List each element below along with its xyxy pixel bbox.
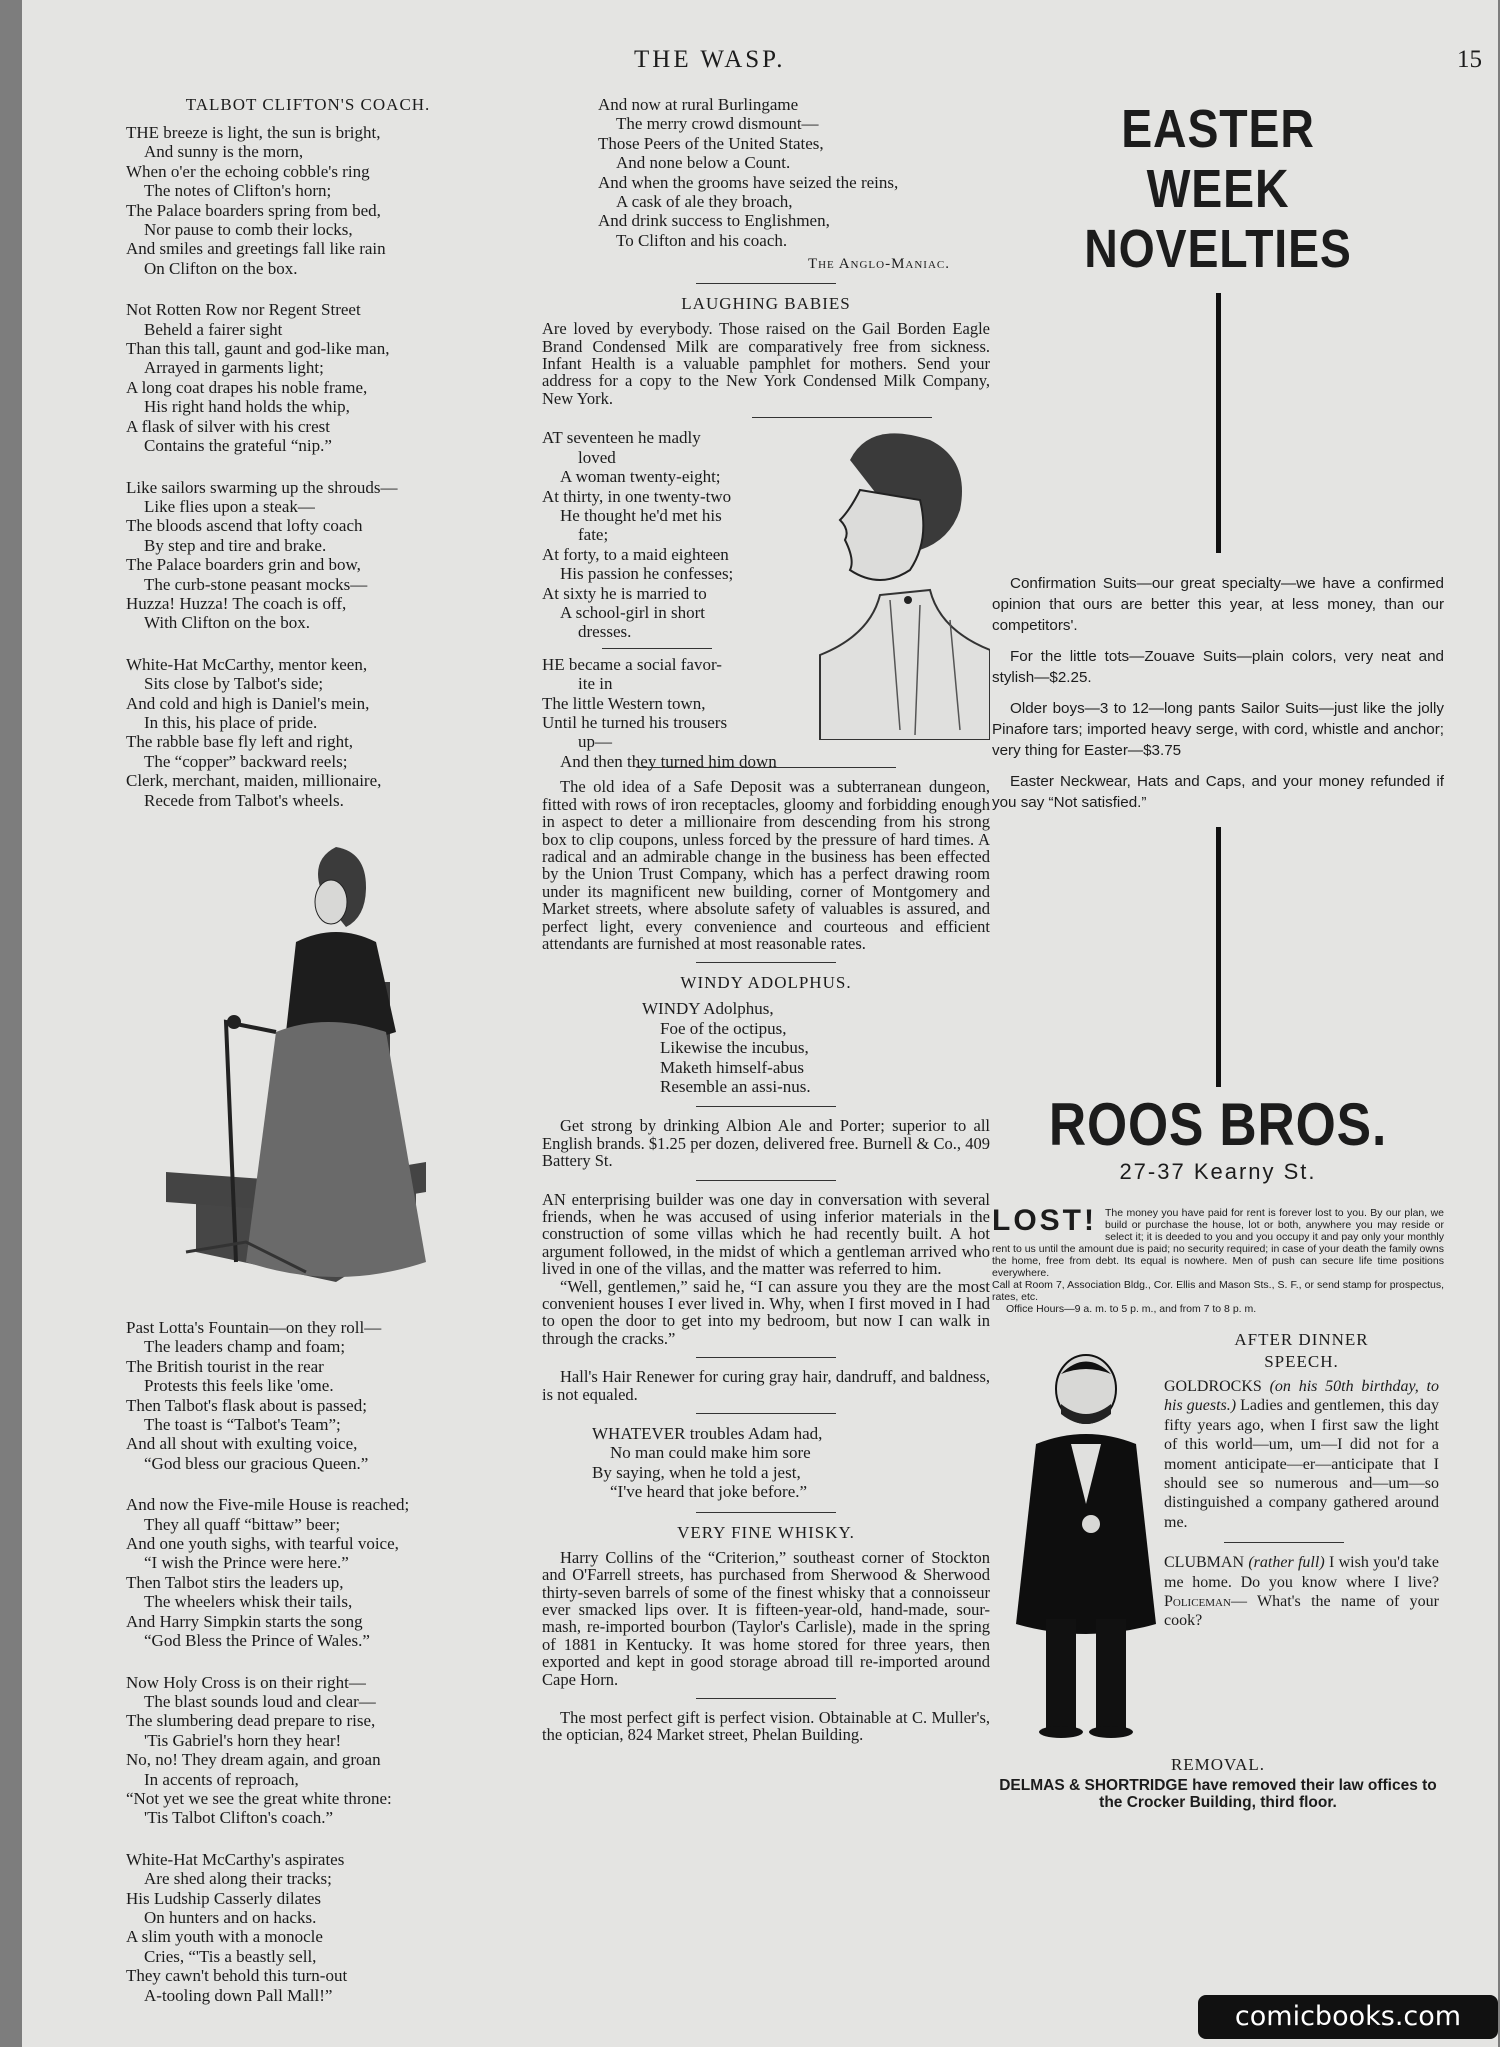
column-right bbox=[992, 95, 1444, 1812]
builder-anecdote-punchline: “Well, gentlemen,” said he, “I can assure you they are the most convenient houses I ever lived in. Why, when I first moved in I had to open the door to get into my bedroom, but now I can walk in through the cracks.” bbox=[542, 1276, 990, 1348]
poem-line: Until he turned his trousers bbox=[542, 712, 728, 732]
poem-line: “God Bless the Prince of Wales.” bbox=[144, 1631, 370, 1651]
poem-line: Likewise the incubus, bbox=[660, 1038, 809, 1058]
poem-line: A flask of silver with his crest bbox=[126, 416, 330, 436]
poem-line: And smiles and greetings fall like rain bbox=[126, 239, 386, 259]
poem-line: Then Talbot stirs the leaders up, bbox=[126, 1572, 344, 1592]
poem-line: At thirty, in one twenty-two bbox=[542, 486, 732, 506]
poem-line: The Palace boarders spring from bed, bbox=[126, 200, 381, 220]
poem-line: And all shout with exulting voice, bbox=[126, 1434, 358, 1454]
poem-stanza bbox=[126, 1495, 490, 1650]
poem-line: 'Tis Talbot Clifton's coach.” bbox=[144, 1808, 334, 1828]
poem-line: Contains the grateful “nip.” bbox=[144, 436, 332, 456]
removal-title: REMOVAL. bbox=[1170, 1755, 1266, 1774]
poem-line: And when the grooms have seized the reins, bbox=[598, 172, 899, 192]
poem-line: His Ludship Casserly dilates bbox=[126, 1888, 322, 1908]
divider bbox=[602, 648, 712, 649]
poem-line: And one youth sighs, with tearful voice, bbox=[126, 1534, 399, 1554]
divider bbox=[1224, 1542, 1344, 1543]
magazine-page bbox=[22, 0, 1498, 2047]
poem-stanza bbox=[126, 123, 490, 278]
divider bbox=[696, 1357, 836, 1358]
neckwear-text: Easter Neckwear, Hats and Caps, and your money refunded if you say “Not satisfied.” bbox=[992, 773, 1444, 811]
poem-line: And Harry Simpkin starts the song bbox=[126, 1611, 363, 1631]
removal-text: DELMAS & SHORTRIDGE have removed their law offices to the Crocker Building, third floor. bbox=[999, 1777, 1437, 1812]
poem-line: The merry crowd dismount— bbox=[616, 114, 819, 134]
poem-line: The toast is “Talbot's Team”; bbox=[144, 1415, 341, 1435]
laughing-babies-title: LAUGHING BABIES bbox=[681, 294, 851, 314]
poem-line: No man could make him sore bbox=[610, 1443, 811, 1463]
roos-bros-name: ROOS BROS. bbox=[1048, 1091, 1388, 1158]
clubman-dialogue bbox=[1164, 1553, 1439, 1631]
lost-ad-text: The money you have paid for rent is forever lost to you. By our plan, we build or purchase the house, lot or both, anywhere you may reside or select it; it is deeded to you and you occupy it and pay only your monthly rent to us until the amount due is paid; no security required; in case of your death the family owns the home, free from debt. Its equal is nowhere. Men of push can secure life time positions everywhere. bbox=[992, 1207, 1444, 1279]
poem-talbot-ending bbox=[542, 95, 990, 250]
poem-line: 'Tis Gabriel's horn they hear! bbox=[144, 1730, 342, 1750]
adam-verse bbox=[542, 1424, 990, 1502]
poem-line: When o'er the echoing cobble's ring bbox=[126, 161, 370, 181]
poem-line: “I wish the Prince were here.” bbox=[144, 1553, 349, 1573]
speech-title-line: AFTER DINNER bbox=[1234, 1330, 1369, 1349]
woman-profile-illustration bbox=[800, 420, 990, 740]
divider bbox=[696, 1698, 836, 1699]
poem-line: In this, his place of pride. bbox=[144, 712, 318, 732]
policeman-text: — What's the name of your cook? bbox=[1164, 1593, 1439, 1630]
poem-line: Sits close by Talbot's side; bbox=[144, 674, 324, 694]
seventeen-verse-block bbox=[542, 428, 990, 771]
windy-adolphus-title: WINDY ADOLPHUS. bbox=[680, 973, 852, 993]
poem-line: Foe of the octipus, bbox=[660, 1018, 787, 1038]
social-favorite-verse bbox=[542, 655, 792, 771]
poem-line: up— bbox=[578, 732, 612, 752]
poem-stanza bbox=[126, 1850, 490, 2005]
clubman-text: I wish you'd take me home. Do you know where I live? bbox=[1164, 1554, 1440, 1591]
poem-line: Huzza! Huzza! The coach is off, bbox=[126, 593, 347, 613]
poem-signature: The Anglo-Maniac. bbox=[807, 256, 950, 273]
whisky-text: Harry Collins of the “Criterion,” southeast corner of Stockton and O'Farrell streets, has purchased from Sherwood & Sherwood thirty-seven barrels of some of the finest whisky that a connoisseur ever smacked lips over. It is fifteen-year-old, hand-made, sour-mash, re-imported bourbon (Taylor's Carlisle), made in the spring of 1881 in Kentucky. It was home stored for three years, then exported and kept in good storage abroad till re-imported around Cape Horn. bbox=[542, 1547, 990, 1689]
poem-line: A slim youth with a monocle bbox=[126, 1927, 323, 1947]
divider bbox=[696, 1413, 836, 1414]
divider bbox=[696, 283, 836, 284]
halls-hair-renewer-text: Hall's Hair Renewer for curing gray hair, dandruff, and baldness, is not equaled. bbox=[542, 1367, 990, 1404]
poem-line: AT seventeen he madly bbox=[542, 428, 701, 448]
speech-text-block bbox=[1164, 1329, 1439, 1631]
speech-title-line: SPEECH. bbox=[1264, 1352, 1339, 1371]
poem-line: loved bbox=[578, 447, 616, 467]
poem-talbot-part2 bbox=[126, 1318, 490, 2005]
divider bbox=[696, 1512, 836, 1513]
roos-bros-address: 27-37 Kearny St. bbox=[1119, 1159, 1317, 1184]
poem-stanza bbox=[126, 1318, 490, 1473]
poem-line: To Clifton and his coach. bbox=[616, 230, 788, 250]
zouave-suits-text: For the little tots—Zouave Suits—plain colors, very neat and stylish—$2.25. bbox=[992, 648, 1444, 686]
poem-line: The rabble base fly left and right, bbox=[126, 732, 354, 752]
poem-line: A cask of ale they broach, bbox=[616, 192, 793, 212]
poem-line: fate; bbox=[578, 525, 609, 545]
policeman-name: Policeman bbox=[1164, 1593, 1231, 1611]
poem-line: The leaders champ and foam; bbox=[144, 1337, 346, 1357]
lost-ad-hours: Office Hours—9 a. m. to 5 p. m., and from 7 to 8 p. m. bbox=[1006, 1303, 1257, 1315]
goldrocks-illustration bbox=[1006, 1349, 1166, 1739]
poem-stanza bbox=[126, 300, 490, 455]
poem-line: And sunny is the morn, bbox=[144, 142, 304, 162]
poem-line: And none below a Count. bbox=[616, 153, 791, 173]
poem-line: Arrayed in garments light; bbox=[144, 358, 324, 378]
column-left bbox=[126, 95, 490, 2027]
poem-line: The blast sounds loud and clear— bbox=[144, 1691, 376, 1711]
poem-line: “Not yet we see the great white throne: bbox=[126, 1788, 392, 1808]
poem-line: A school-girl in short bbox=[560, 602, 705, 622]
poem-line: Clerk, merchant, maiden, millionaire, bbox=[126, 771, 382, 791]
goldrocks-name: GOLDROCKS bbox=[1164, 1378, 1262, 1395]
poem-line: And then they turned him down bbox=[560, 751, 777, 771]
divider bbox=[696, 962, 836, 963]
goldrocks-speech-text: Ladies and gentlemen, this day fifty years ago, when I first saw the light of this world—um, um—I did not for a moment anticipate—er—anticipate that I should see so numerous and—um—so distinguished a company gathered around me. bbox=[1164, 1397, 1440, 1531]
lost-ad bbox=[992, 1204, 1444, 1315]
seventeen-verse bbox=[542, 428, 792, 641]
confirmation-suits-text: Confirmation Suits—our great specialty—we have a confirmed opinion that ours are better this year, at less money, than our competitors'. bbox=[992, 575, 1444, 634]
poem-line: The bloods ascend that lofty coach bbox=[126, 516, 363, 536]
poem-line: The curb-stone peasant mocks— bbox=[144, 574, 368, 594]
poem-line: The British tourist in the rear bbox=[126, 1356, 324, 1376]
poem-line: Protests this feels like 'ome. bbox=[144, 1376, 334, 1396]
poem-stanza bbox=[126, 478, 490, 633]
poem-line: THE breeze is light, the sun is bright, bbox=[126, 123, 381, 142]
poem-line: The “copper” backward reels; bbox=[144, 751, 348, 771]
laughing-babies-text: Are loved by everybody. Those raised on the Gail Borden Eagle Brand Condensed Milk are comparatively free from sickness. Infant Health is a valuable pamphlet for mothers. Send your address for a copy to the New York Condensed Milk Company, New York. bbox=[542, 319, 990, 408]
poem-line: “I've heard that joke before.” bbox=[610, 1482, 808, 1502]
poem-line: The little Western town, bbox=[542, 693, 706, 713]
poem-line: dresses. bbox=[578, 622, 632, 642]
poem-line: On Clifton on the box. bbox=[144, 258, 298, 278]
poem-line: Maketh himself-abus bbox=[660, 1057, 804, 1077]
divider bbox=[752, 417, 932, 418]
running-header bbox=[22, 46, 1498, 76]
poem-line: A long coat drapes his noble frame, bbox=[126, 377, 368, 397]
ad-vertical-rule bbox=[1216, 827, 1221, 1087]
sailor-suits-text: Older boys—3 to 12—long pants Sailor Suits—just like the jolly Pinafore tars; imported heavy serge, with cord, whistle and anchor; very thing for Easter—$3.75 bbox=[992, 700, 1444, 759]
windy-adolphus-verse bbox=[542, 999, 990, 1096]
poem-line: At sixty he is married to bbox=[542, 583, 707, 603]
whisky-title: VERY FINE WHISKY. bbox=[677, 1522, 855, 1542]
magazine-title: THE WASP. bbox=[634, 46, 786, 73]
poem-line: They all quaff “bittaw” beer; bbox=[144, 1514, 341, 1534]
poem-stanza bbox=[126, 655, 490, 810]
poem-line: No, no! They dream again, and groan bbox=[126, 1750, 381, 1770]
divider bbox=[696, 1106, 836, 1107]
poem-line: Those Peers of the United States, bbox=[598, 133, 824, 153]
builder-anecdote: AN enterprising builder was one day in conversation with several friends, when he was accused of using inferior materials in the construction of some villas which he had recently built. A hot argument followed, in the midst of which a gentleman arrived who lived in one of the villas, and the matter was referred to him. bbox=[542, 1189, 990, 1279]
clubman-name: CLUBMAN bbox=[1164, 1554, 1245, 1572]
easter-ad-title-line: WEEK bbox=[1146, 159, 1290, 219]
poem-line: The notes of Clifton's horn; bbox=[144, 181, 332, 201]
poem-line: Not Rotten Row nor Regent Street bbox=[126, 300, 361, 320]
poem-line: The wheelers whisk their tails, bbox=[144, 1592, 353, 1612]
poem-line: His right hand holds the whip, bbox=[144, 397, 350, 417]
poem-line: Beheld a fairer sight bbox=[144, 319, 283, 339]
poem-line: A-tooling down Pall Mall!” bbox=[144, 1985, 333, 2005]
poem-line: The Palace boarders grin and bow, bbox=[126, 555, 361, 575]
easter-ad-title-line: EASTER bbox=[1121, 99, 1315, 159]
poem-line: HE became a social favor- bbox=[542, 654, 722, 674]
poem-line: With Clifton on the box. bbox=[144, 613, 310, 633]
poem-line: By step and tire and brake. bbox=[144, 535, 327, 555]
poem-line: And cold and high is Daniel's mein, bbox=[126, 693, 370, 713]
poem-line: Recede from Talbot's wheels. bbox=[144, 790, 344, 810]
poem-line: And drink success to Englishmen, bbox=[598, 211, 830, 231]
poem-line: Like flies upon a steak— bbox=[144, 496, 315, 516]
goldrocks-speech bbox=[1164, 1377, 1439, 1532]
poem-stanza bbox=[126, 1673, 490, 1828]
easter-ad-title-line: NOVELTIES bbox=[1084, 219, 1352, 279]
poem-line: ite in bbox=[578, 674, 613, 694]
poem-line: By saying, when he told a jest, bbox=[592, 1462, 801, 1482]
poem-line: The slumbering dead prepare to rise, bbox=[126, 1711, 376, 1731]
albion-ale-text: Get strong by drinking Albion Ale and Porter; superior to all English brands. $1.25 per dozen, delivered free. Burnell & Co., 409 Battery St. bbox=[542, 1116, 990, 1171]
poem-line: Cries, “'Tis a beastly sell, bbox=[144, 1946, 317, 1966]
clubman-stage-direction: (rather full) bbox=[1248, 1554, 1325, 1572]
ad-vertical-rule bbox=[1216, 293, 1221, 553]
page-number: 15 bbox=[1457, 46, 1482, 73]
safe-deposit-text: The old idea of a Safe Deposit was a subterranean dungeon, fitted with rows of iron receptacles, gloomy and forbidding enough in aspect to deter a millionaire from descending from his strong box to clip coupons, unless forced by the pressure of hard times. A radical and an admirable change in the business has been effected by the Union Trust Company, which has a perfect drawing room under its magnificent new building, corner of Montgomery and Market streets, where absolute safety of valuables is assured, and perfect light, every convenience and courteous and efficient attendants are furnished at most reasonable rates. bbox=[542, 777, 990, 953]
poem-talbot-part1 bbox=[126, 123, 490, 810]
divider bbox=[696, 1180, 836, 1181]
poem-line: White-Hat McCarthy, mentor keen, bbox=[126, 654, 368, 674]
poem-line: Than this tall, gaunt and god-like man, bbox=[126, 339, 390, 359]
watermark: comicbooks.com bbox=[1198, 1995, 1498, 2039]
lost-ad-call: Call at Room 7, Association Bldg., Cor. Ellis and Mason Sts., S. F., or send stamp for prospectus, rates, etc. bbox=[992, 1279, 1444, 1303]
poem-line: And now at rural Burlingame bbox=[598, 95, 799, 114]
poem-line: Then Talbot's flask about is passed; bbox=[126, 1395, 367, 1415]
poem-line: Nor pause to comb their locks, bbox=[144, 220, 353, 240]
poem-line: Resemble an assi-nus. bbox=[660, 1076, 811, 1096]
poem-line: WINDY Adolphus, bbox=[642, 999, 774, 1019]
poem-line: Now Holy Cross is on their right— bbox=[126, 1672, 366, 1692]
poem-line: Like sailors swarming up the shrouds— bbox=[126, 477, 398, 497]
poem-line: And now the Five-mile House is reached; bbox=[126, 1495, 410, 1515]
lost-ad-headline: LOST! bbox=[992, 1204, 1097, 1237]
poem-line: In accents of reproach, bbox=[144, 1769, 299, 1789]
poem-line: At forty, to a maid eighteen bbox=[542, 544, 729, 564]
poem-line: White-Hat McCarthy's aspirates bbox=[126, 1849, 345, 1869]
poem-line: On hunters and on hacks. bbox=[144, 1907, 317, 1927]
optician-text: The most perfect gift is perfect vision. Obtainable at C. Muller's, the optician, 824 Market street, Phelan Building. bbox=[542, 1707, 990, 1745]
poem-line: Are shed along their tracks; bbox=[144, 1869, 332, 1889]
poem-line: A woman twenty-eight; bbox=[560, 467, 721, 487]
poem-line: His passion he confesses; bbox=[560, 564, 734, 584]
poem-line: He thought he'd met his bbox=[560, 505, 722, 525]
poem-title: TALBOT CLIFTON'S COACH. bbox=[185, 95, 431, 114]
after-dinner-speech-block bbox=[992, 1329, 1444, 1749]
poem-line: WHATEVER troubles Adam had, bbox=[592, 1424, 823, 1444]
poem-line: “God bless our gracious Queen.” bbox=[144, 1453, 369, 1473]
poem-line: They cawn't behold this turn-out bbox=[126, 1966, 348, 1986]
poem-line: Past Lotta's Fountain—on they roll— bbox=[126, 1318, 382, 1337]
goldrocks-stage-direction: (on his 50th birthday, to his guests.) bbox=[1164, 1378, 1439, 1415]
woman-seated-illustration bbox=[126, 832, 490, 1302]
easter-ad-title bbox=[992, 95, 1444, 279]
column-middle bbox=[542, 95, 990, 1744]
